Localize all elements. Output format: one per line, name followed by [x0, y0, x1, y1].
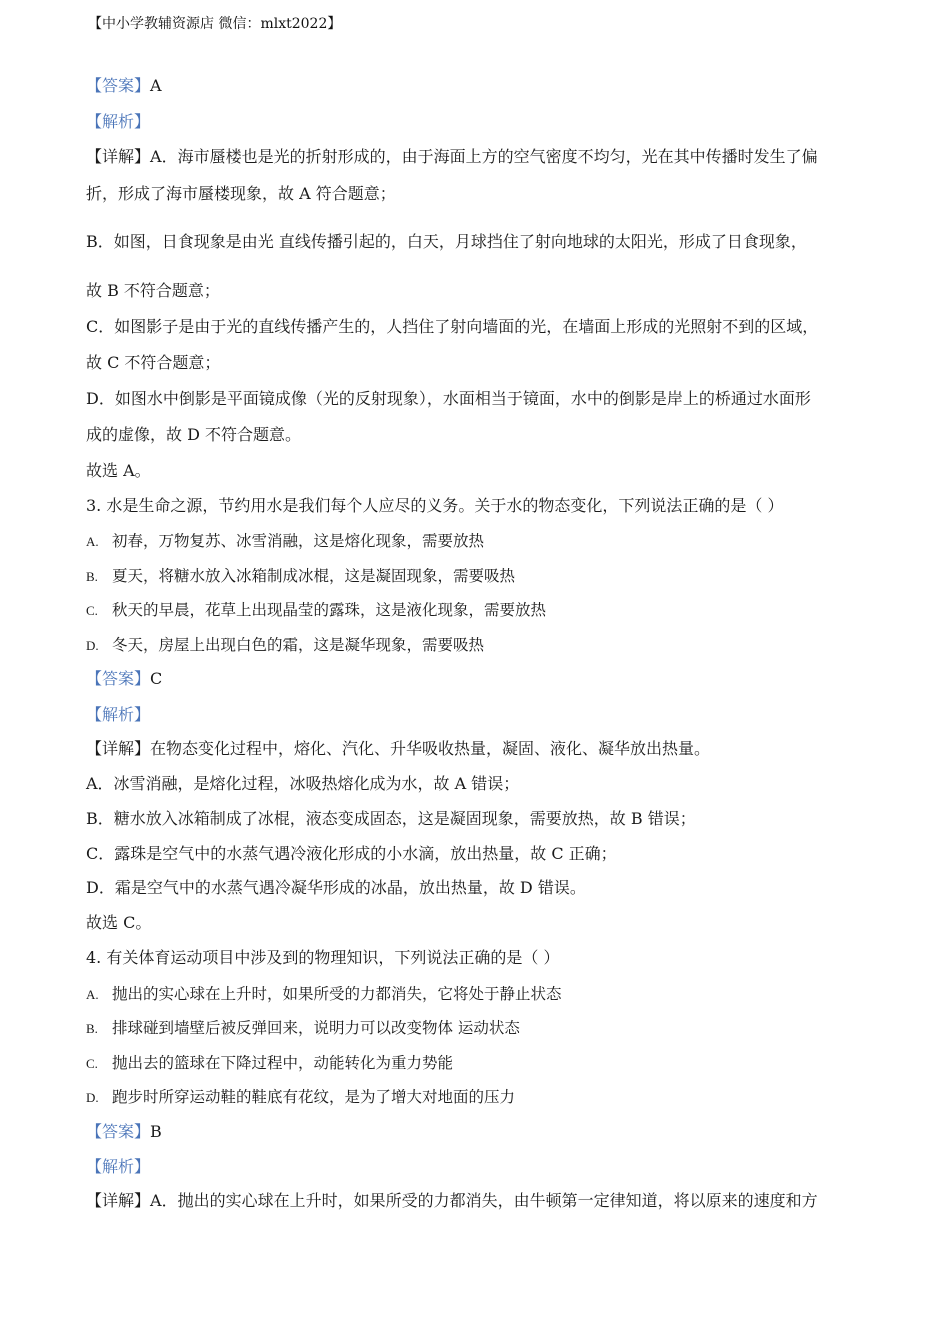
- answer-value: A: [150, 76, 162, 95]
- option-c: [86, 599, 546, 622]
- answer-value: C: [150, 669, 163, 688]
- option-text: 秋天的早晨，花草上出现晶莹的露珠，这是液化现象，需要放热: [112, 601, 547, 619]
- option-text: 抛出的实心球在上升时，如果所受的力都消失，它将处于静止状态: [112, 985, 562, 1003]
- detail-text: A．抛出的实心球在上升时，如果所受的力都消失，由牛顿第一定律知道，将以原来的速度和方: [150, 1191, 818, 1210]
- option-b: [86, 565, 515, 588]
- text-line: 故选 C。: [86, 913, 152, 932]
- detail-text: A．海市蜃楼也是光的折射形成的，由于海面上方的空气密度不均匀，光在其中传播时发生了偏: [150, 147, 818, 166]
- answer-line-q3: [86, 668, 162, 690]
- option-letter: A.: [86, 534, 99, 549]
- detail-tag: 【详解】: [86, 739, 151, 758]
- question-4: 4. 有关体育运动项目中涉及到的物理知识，下列说法正确的是（ ）: [86, 948, 560, 967]
- option-letter: C.: [86, 603, 98, 618]
- text-line: 故选 A。: [86, 461, 151, 480]
- option-letter: C.: [86, 1056, 98, 1071]
- text-line: C．如图影子是由于光的直线传播产生的，人挡住了射向墙面的光，在墙面上形成的光照射不到的区域，: [86, 317, 819, 336]
- option-letter: B.: [86, 569, 98, 584]
- detail-line: [86, 1190, 818, 1212]
- text-line: D．霜是空气中的水蒸气遇冷凝华形成的冰晶，放出热量，故 D 错误。: [86, 878, 586, 897]
- analysis-tag: 【解析】: [86, 705, 151, 724]
- text-line: 故 B 不符合题意；: [86, 281, 220, 300]
- answer-tag: 【答案】: [86, 669, 151, 688]
- detail-tag: 【详解】: [86, 1191, 151, 1210]
- answer-line-q2: [86, 75, 162, 97]
- option-d: [86, 1086, 515, 1109]
- detail-tag: 【详解】: [86, 147, 151, 166]
- text-line: C．露珠是空气中的水蒸气遇冷液化形成的小水滴，放出热量，故 C 正确；: [86, 844, 617, 863]
- detail-text: 在物态变化过程中，熔化、汽化、升华吸收热量，凝固、液化、凝华放出热量。: [150, 739, 711, 758]
- option-text: 跑步时所穿运动鞋的鞋底有花纹，是为了增大对地面的压力: [112, 1088, 516, 1106]
- page-header: 【中小学教辅资源店 微信：mlxt2022】: [88, 16, 342, 32]
- option-letter: B.: [86, 1021, 98, 1036]
- option-a: [86, 983, 562, 1006]
- answer-line-q4: [86, 1121, 162, 1143]
- detail-line: [86, 146, 818, 168]
- text-line: A．冰雪消融，是熔化过程，冰吸热熔化成为水，故 A 错误；: [86, 774, 520, 793]
- text-line: D．如图水中倒影是平面镜成像（光的反射现象），水面相当于镜面，水中的倒影是岸上的桥通过水面形: [86, 389, 811, 408]
- option-d: [86, 634, 484, 657]
- option-text: 排球碰到墙壁后被反弹回来，说明力可以改变物体 运动状态: [112, 1019, 520, 1037]
- text-line: 折，形成了海市蜃楼现象，故 A 符合题意；: [86, 184, 396, 203]
- option-text: 初春，万物复苏、冰雪消融，这是熔化现象，需要放热: [112, 532, 485, 550]
- text-line: B．如图，日食现象是由光 直线传播引起的，白天，月球挡住了射向地球的太阳光，形成了日食现象，: [86, 232, 807, 251]
- text-line: 成的虚像，故 D 不符合题意。: [86, 425, 302, 444]
- question-3: 3. 水是生命之源，节约用水是我们每个人应尽的义务。关于水的物态变化，下列说法正确的是（ ）: [86, 496, 784, 515]
- analysis-tag: 【解析】: [86, 1157, 151, 1176]
- text-line: 故 C 不符合题意；: [86, 353, 221, 372]
- detail-line: [86, 738, 710, 760]
- option-letter: D.: [86, 1090, 99, 1105]
- answer-tag: 【答案】: [86, 76, 151, 95]
- option-text: 抛出去的篮球在下降过程中，动能转化为重力势能: [112, 1054, 454, 1072]
- option-text: 夏天，将糖水放入冰箱制成冰棍，这是凝固现象，需要吸热: [112, 567, 516, 585]
- answer-value: B: [150, 1122, 162, 1141]
- option-a: [86, 530, 484, 553]
- analysis-tag: 【解析】: [86, 112, 151, 131]
- text-line: B．糖水放入冰箱制成了冰棍，液态变成固态，这是凝固现象，需要放热，故 B 错误；: [86, 809, 696, 828]
- option-c: [86, 1052, 453, 1075]
- option-b: [86, 1017, 520, 1040]
- option-letter: A.: [86, 987, 99, 1002]
- option-text: 冬天，房屋上出现白色的霜，这是凝华现象，需要吸热: [112, 636, 485, 654]
- answer-tag: 【答案】: [86, 1122, 151, 1141]
- option-letter: D.: [86, 638, 99, 653]
